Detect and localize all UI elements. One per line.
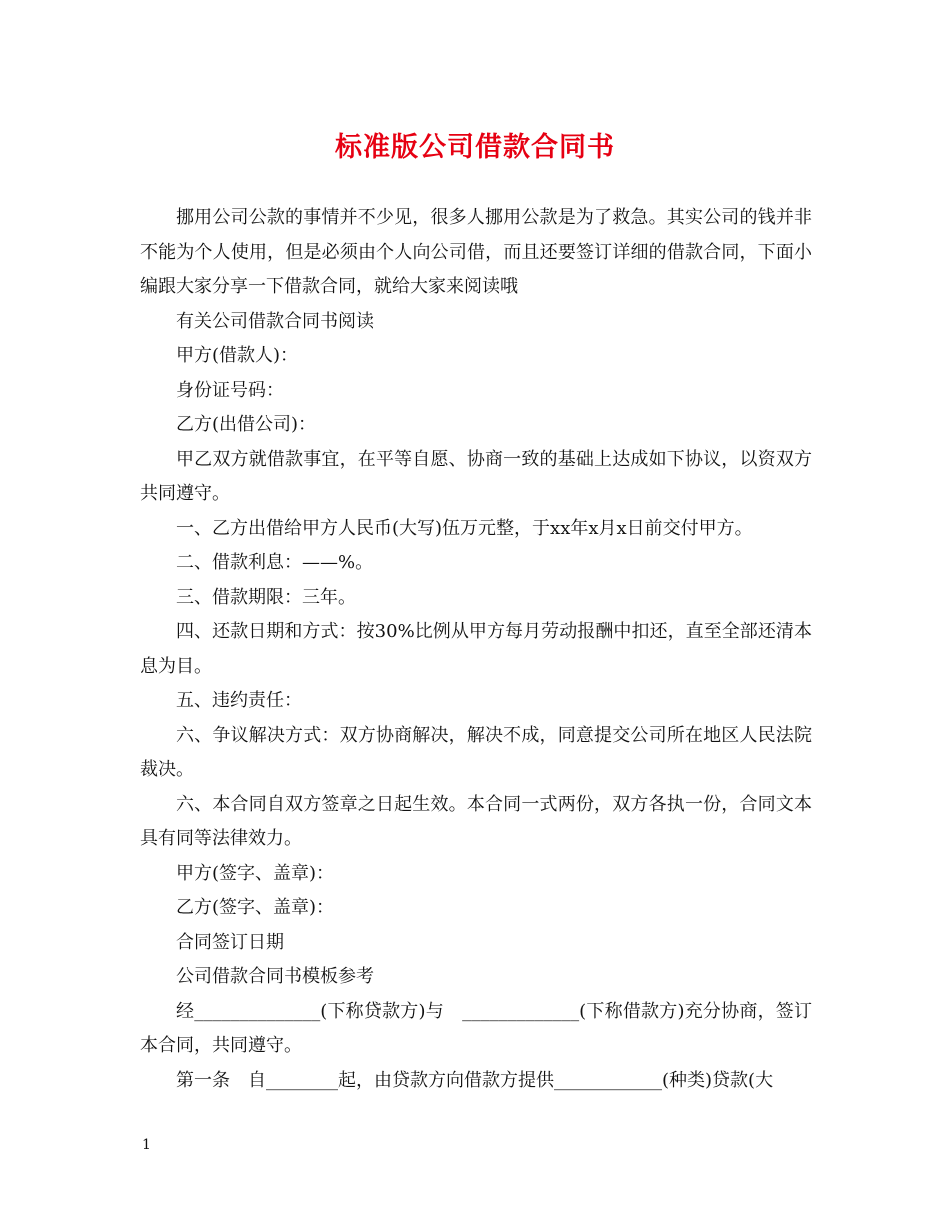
paragraph-intro: 挪用公司公款的事情并不少见，很多人挪用公款是为了救急。其实公司的钱并非不能为个人使用，但是必须由个人向公司借，而且还要签订详细的借款合同，下面小编跟大家分享一下借款合同，就给大家来阅读哦 — [140, 207, 812, 297]
paragraph-clause-2: 二、借款利息：——%。 — [176, 552, 374, 573]
paragraph-sign-date: 合同签订日期 — [176, 931, 284, 953]
paragraph-template-heading: 公司借款合同书模板参考 — [176, 966, 374, 987]
paragraph-clause-1: 一、乙方出借给甲方人民币(大写)伍万元整，于xx年x月x日前交付甲方。 — [176, 517, 753, 539]
paragraph-template-preamble: 经______________(下称贷款方)与 _____________(下称借款方)充分协商，签订本合同，共同遵守。 — [140, 1000, 812, 1056]
paragraph-clause-6: 六、争议解决方式：双方协商解决，解决不成，同意提交公司所在地区人民法院裁决。 — [140, 724, 812, 780]
paragraph-clause-5: 五、违约责任： — [176, 690, 302, 711]
document-title: 标准版公司借款合同书 — [335, 132, 615, 163]
paragraph-clause-6b: 六、本合同自双方签章之日起生效。本合同一式两份，双方各执一份，合同文本具有同等法律效力。 — [140, 793, 812, 849]
paragraph-clause-4: 四、还款日期和方式：按30%比例从甲方每月劳动报酬中扣还，直至全部还清本息为目。 — [140, 621, 812, 677]
paragraph-id-number: 身份证号码： — [176, 379, 284, 401]
page-number: 1 — [142, 1137, 151, 1153]
paragraph-signature-b: 乙方(签字、盖章)： — [176, 897, 335, 918]
paragraph-agreement-preamble: 甲乙双方就借款事宜，在平等自愿、协商一致的基础上达成如下协议，以资双方共同遵守。 — [140, 448, 812, 504]
paragraph-party-a: 甲方(借款人)： — [176, 345, 299, 366]
document-body — [140, 201, 812, 1098]
paragraph-party-b: 乙方(出借公司)： — [176, 414, 317, 435]
paragraph-section-heading: 有关公司借款合同书阅读 — [176, 310, 374, 332]
paragraph-template-article-1: 第一条 自________起，由贷款方向借款方提供____________(种类)贷款(大 — [176, 1069, 774, 1091]
paragraph-signature-a: 甲方(签字、盖章)： — [176, 862, 335, 884]
paragraph-clause-3: 三、借款期限：三年。 — [176, 586, 356, 608]
